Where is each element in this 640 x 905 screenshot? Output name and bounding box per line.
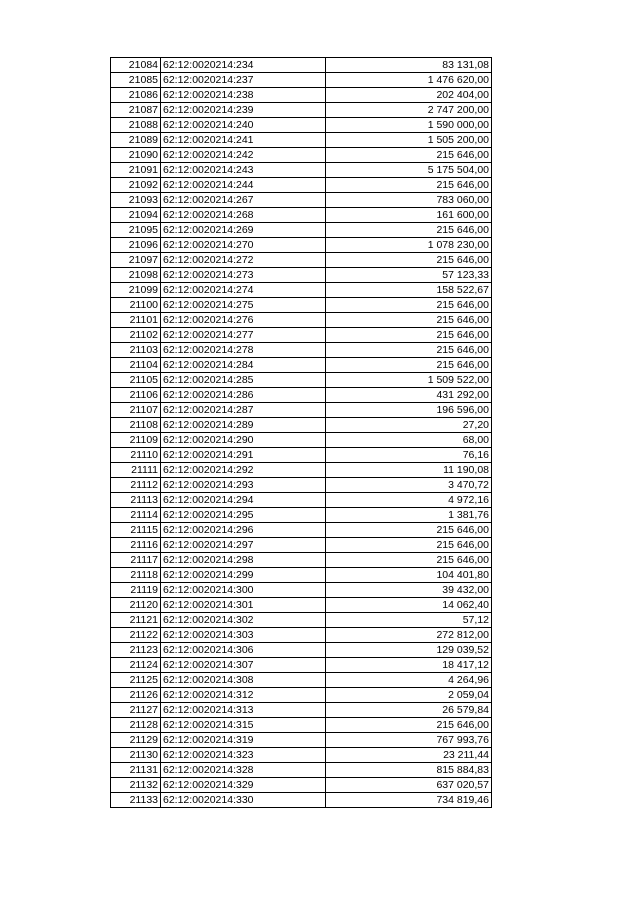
cadastral-value-cell: 1 078 230,00 [326,238,492,253]
cadastral-number-cell: 62:12:0020214:294 [161,493,326,508]
cadastral-number-cell: 62:12:0020214:315 [161,718,326,733]
cadastral-number-cell: 62:12:0020214:323 [161,748,326,763]
cadastral-value-cell: 23 211,44 [326,748,492,763]
cadastral-value-cell: 215 646,00 [326,253,492,268]
cadastral-number-cell: 62:12:0020214:244 [161,178,326,193]
cadastral-value-cell: 39 432,00 [326,583,492,598]
cadastral-value-cell: 215 646,00 [326,358,492,373]
cadastral-value-cell: 104 401,80 [326,568,492,583]
row-number-cell: 21090 [111,148,161,163]
cadastral-number-cell: 62:12:0020214:308 [161,673,326,688]
table-row [111,568,492,583]
table-row [111,733,492,748]
row-number-cell: 21125 [111,673,161,688]
table-row [111,448,492,463]
cadastral-number-cell: 62:12:0020214:278 [161,343,326,358]
cadastral-number-cell: 62:12:0020214:328 [161,763,326,778]
table-row [111,508,492,523]
cadastral-number-cell: 62:12:0020214:241 [161,133,326,148]
cadastral-number-cell: 62:12:0020214:287 [161,403,326,418]
row-number-cell: 21101 [111,313,161,328]
table-row [111,598,492,613]
table-row [111,103,492,118]
cadastral-value-cell: 158 522,67 [326,283,492,298]
table-row [111,583,492,598]
row-number-cell: 21102 [111,328,161,343]
row-number-cell: 21119 [111,583,161,598]
cadastral-number-cell: 62:12:0020214:293 [161,478,326,493]
table-row [111,163,492,178]
table-row [111,748,492,763]
table-row [111,763,492,778]
row-number-cell: 21111 [111,463,161,478]
cadastral-value-cell: 215 646,00 [326,523,492,538]
table-row [111,208,492,223]
cadastral-value-cell: 83 131,08 [326,58,492,73]
row-number-cell: 21108 [111,418,161,433]
cadastral-value-cell: 815 884,83 [326,763,492,778]
cadastral-value-cell: 215 646,00 [326,553,492,568]
table-row [111,133,492,148]
table-row [111,253,492,268]
cadastral-number-cell: 62:12:0020214:295 [161,508,326,523]
table-row [111,358,492,373]
table-row [111,793,492,808]
cadastral-value-cell: 215 646,00 [326,313,492,328]
row-number-cell: 21100 [111,298,161,313]
row-number-cell: 21088 [111,118,161,133]
cadastral-value-cell: 215 646,00 [326,148,492,163]
table-row [111,463,492,478]
cadastral-value-cell: 14 062,40 [326,598,492,613]
cadastral-number-cell: 62:12:0020214:238 [161,88,326,103]
table-row [111,703,492,718]
cadastral-number-cell: 62:12:0020214:302 [161,613,326,628]
cadastral-number-cell: 62:12:0020214:239 [161,103,326,118]
cadastral-number-cell: 62:12:0020214:267 [161,193,326,208]
table-row [111,388,492,403]
row-number-cell: 21118 [111,568,161,583]
cadastral-number-cell: 62:12:0020214:330 [161,793,326,808]
cadastral-number-cell: 62:12:0020214:284 [161,358,326,373]
row-number-cell: 21112 [111,478,161,493]
cadastral-value-cell: 783 060,00 [326,193,492,208]
cadastral-value-cell: 1 381,76 [326,508,492,523]
cadastral-number-cell: 62:12:0020214:319 [161,733,326,748]
row-number-cell: 21113 [111,493,161,508]
row-number-cell: 21096 [111,238,161,253]
cadastral-number-cell: 62:12:0020214:291 [161,448,326,463]
table-row [111,193,492,208]
cadastral-number-cell: 62:12:0020214:300 [161,583,326,598]
cadastral-value-cell: 3 470,72 [326,478,492,493]
row-number-cell: 21114 [111,508,161,523]
table-row [111,73,492,88]
row-number-cell: 21095 [111,223,161,238]
row-number-cell: 21099 [111,283,161,298]
row-number-cell: 21131 [111,763,161,778]
row-number-cell: 21109 [111,433,161,448]
cadastral-value-cell: 2 059,04 [326,688,492,703]
cadastral-number-cell: 62:12:0020214:275 [161,298,326,313]
cadastral-number-cell: 62:12:0020214:277 [161,328,326,343]
table-row [111,433,492,448]
cadastral-number-cell: 62:12:0020214:299 [161,568,326,583]
table-row [111,328,492,343]
cadastral-value-cell: 215 646,00 [326,328,492,343]
cadastral-number-cell: 62:12:0020214:296 [161,523,326,538]
cadastral-number-cell: 62:12:0020214:274 [161,283,326,298]
table-row [111,298,492,313]
cadastral-value-cell: 1 505 200,00 [326,133,492,148]
cadastral-value-cell: 215 646,00 [326,538,492,553]
cadastral-value-cell: 431 292,00 [326,388,492,403]
row-number-cell: 21126 [111,688,161,703]
table-row [111,658,492,673]
cadastral-value-cell: 57 123,33 [326,268,492,283]
cadastral-number-cell: 62:12:0020214:237 [161,73,326,88]
table-row [111,538,492,553]
cadastral-number-cell: 62:12:0020214:298 [161,553,326,568]
row-number-cell: 21122 [111,628,161,643]
row-number-cell: 21092 [111,178,161,193]
row-number-cell: 21128 [111,718,161,733]
cadastral-value-cell: 1 590 000,00 [326,118,492,133]
cadastral-value-cell: 637 020,57 [326,778,492,793]
cadastral-number-cell: 62:12:0020214:286 [161,388,326,403]
cadastral-number-cell: 62:12:0020214:268 [161,208,326,223]
cadastral-number-cell: 62:12:0020214:301 [161,598,326,613]
cadastral-value-cell: 18 417,12 [326,658,492,673]
cadastral-value-cell: 2 747 200,00 [326,103,492,118]
row-number-cell: 21116 [111,538,161,553]
table-row [111,478,492,493]
row-number-cell: 21129 [111,733,161,748]
table-row [111,613,492,628]
cadastral-value-cell: 4 972,16 [326,493,492,508]
row-number-cell: 21120 [111,598,161,613]
row-number-cell: 21117 [111,553,161,568]
table-row [111,553,492,568]
table-row [111,283,492,298]
cadastral-value-cell: 57,12 [326,613,492,628]
table-row [111,178,492,193]
table-row [111,373,492,388]
cadastral-value-cell: 27,20 [326,418,492,433]
row-number-cell: 21104 [111,358,161,373]
cadastral-number-cell: 62:12:0020214:312 [161,688,326,703]
row-number-cell: 21132 [111,778,161,793]
cadastral-number-cell: 62:12:0020214:292 [161,463,326,478]
cadastral-number-cell: 62:12:0020214:329 [161,778,326,793]
cadastral-number-cell: 62:12:0020214:276 [161,313,326,328]
cadastral-number-cell: 62:12:0020214:297 [161,538,326,553]
row-number-cell: 21130 [111,748,161,763]
cadastral-value-cell: 11 190,08 [326,463,492,478]
cadastral-number-cell: 62:12:0020214:307 [161,658,326,673]
table-row [111,58,492,73]
table-row [111,268,492,283]
cadastral-value-cell: 68,00 [326,433,492,448]
cadastral-value-cell: 215 646,00 [326,298,492,313]
row-number-cell: 21094 [111,208,161,223]
cadastral-value-cell: 1 509 522,00 [326,373,492,388]
row-number-cell: 21091 [111,163,161,178]
cadastral-value-cell: 215 646,00 [326,178,492,193]
cadastral-value-cell: 767 993,76 [326,733,492,748]
row-number-cell: 21105 [111,373,161,388]
cadastral-number-cell: 62:12:0020214:240 [161,118,326,133]
cadastral-value-cell: 215 646,00 [326,223,492,238]
row-number-cell: 21089 [111,133,161,148]
row-number-cell: 21107 [111,403,161,418]
table-row [111,523,492,538]
table-row [111,778,492,793]
cadastral-number-cell: 62:12:0020214:272 [161,253,326,268]
cadastral-value-cell: 215 646,00 [326,343,492,358]
cadastral-number-cell: 62:12:0020214:289 [161,418,326,433]
row-number-cell: 21093 [111,193,161,208]
cadastral-number-cell: 62:12:0020214:306 [161,643,326,658]
cadastral-number-cell: 62:12:0020214:269 [161,223,326,238]
row-number-cell: 21103 [111,343,161,358]
row-number-cell: 21106 [111,388,161,403]
cadastral-value-cell: 272 812,00 [326,628,492,643]
cadastral-number-cell: 62:12:0020214:234 [161,58,326,73]
cadastral-value-cell: 215 646,00 [326,718,492,733]
row-number-cell: 21085 [111,73,161,88]
cadastral-value-cell: 196 596,00 [326,403,492,418]
row-number-cell: 21097 [111,253,161,268]
table-row [111,88,492,103]
cadastral-number-cell: 62:12:0020214:242 [161,148,326,163]
cadastral-value-cell: 76,16 [326,448,492,463]
table-row [111,118,492,133]
row-number-cell: 21123 [111,643,161,658]
cadastral-number-cell: 62:12:0020214:285 [161,373,326,388]
row-number-cell: 21087 [111,103,161,118]
row-number-cell: 21124 [111,658,161,673]
row-number-cell: 21086 [111,88,161,103]
row-number-cell: 21110 [111,448,161,463]
cadastral-value-cell: 4 264,96 [326,673,492,688]
cadastral-number-cell: 62:12:0020214:270 [161,238,326,253]
table-row [111,718,492,733]
cadastral-number-cell: 62:12:0020214:273 [161,268,326,283]
table-row [111,403,492,418]
row-number-cell: 21121 [111,613,161,628]
table-row [111,493,492,508]
cadastral-number-cell: 62:12:0020214:243 [161,163,326,178]
cadastral-value-cell: 734 819,46 [326,793,492,808]
cadastral-number-cell: 62:12:0020214:290 [161,433,326,448]
cadastral-value-cell: 5 175 504,00 [326,163,492,178]
row-number-cell: 21084 [111,58,161,73]
cadastral-value-cell: 202 404,00 [326,88,492,103]
table-row [111,238,492,253]
table-row [111,223,492,238]
table-row [111,628,492,643]
table-row [111,148,492,163]
row-number-cell: 21133 [111,793,161,808]
table-row [111,688,492,703]
table-row [111,343,492,358]
cadastral-number-cell: 62:12:0020214:303 [161,628,326,643]
table-body [111,58,492,808]
cadastral-value-cell: 129 039,52 [326,643,492,658]
cadastral-value-cell: 26 579,84 [326,703,492,718]
table-row [111,418,492,433]
cadastral-value-cell: 1 476 620,00 [326,73,492,88]
cadastral-value-table [110,57,492,808]
table-row [111,313,492,328]
table-row [111,643,492,658]
cadastral-number-cell: 62:12:0020214:313 [161,703,326,718]
row-number-cell: 21127 [111,703,161,718]
cadastral-value-cell: 161 600,00 [326,208,492,223]
table-row [111,673,492,688]
row-number-cell: 21115 [111,523,161,538]
row-number-cell: 21098 [111,268,161,283]
